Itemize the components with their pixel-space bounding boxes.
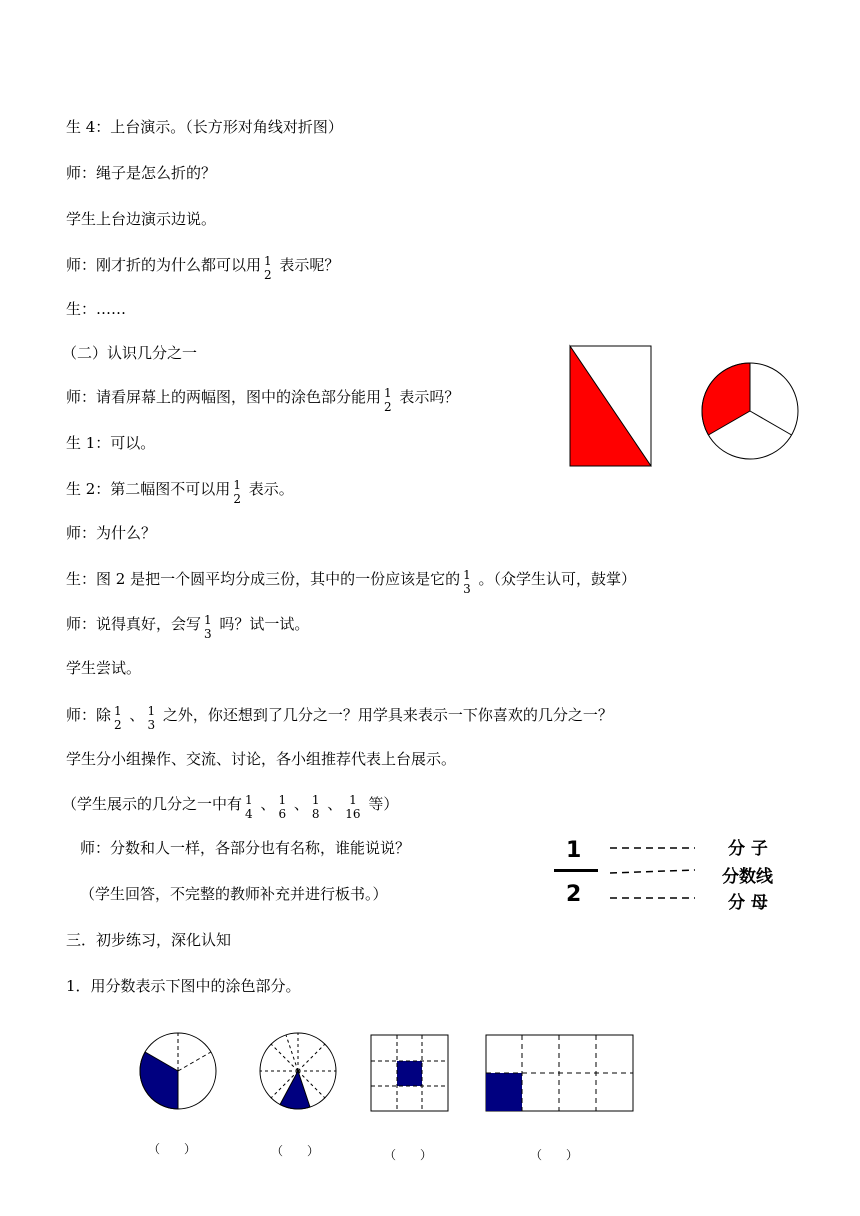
fraction-third: 1 3: [204, 613, 212, 641]
label-numerator: 分 子: [728, 839, 768, 859]
fraction-half: 1 2: [384, 386, 392, 414]
line-14: 师：除 1 2 、 1 3 之外，你还想到了几分之一？用学具来表示一下你喜欢的几分之一？: [66, 704, 613, 732]
line-8: 生 1：可以。: [66, 434, 156, 452]
label-denominator: 分 母: [728, 893, 768, 913]
answer-blank-2[interactable]: （ ）: [271, 1144, 320, 1158]
line-11: 生：图 2 是把一个圆平均分成三份，其中的一份应该是它的 1 3 。（众学生认可，鼓掌）: [66, 568, 637, 596]
answer-blank-3[interactable]: （ ）: [384, 1148, 433, 1162]
line-3: 学生上台边演示边说。: [66, 210, 217, 228]
line-17: 师：分数和人一样，各部分也有名称，谁能说说？: [80, 839, 411, 857]
fraction-half: 1 2: [264, 254, 272, 282]
fraction-third: 1 3: [463, 568, 471, 596]
line-2: 师：绳子是怎么折的？: [66, 164, 217, 182]
rectangle-diagonal-figure: [566, 342, 656, 470]
section-heading-2: （二）认识几分之一: [62, 344, 198, 362]
line-13: 学生尝试。: [66, 659, 142, 677]
legend-denominator: 2: [566, 882, 582, 907]
answer-blank-1[interactable]: （ ）: [148, 1142, 197, 1156]
line-1: 生 4：上台演示。（长方形对角线对折图）: [66, 118, 343, 136]
exercise-square-grid: [369, 1033, 451, 1113]
label-fraction-bar: 分数线: [722, 867, 773, 887]
circle-thirds-figure: [700, 360, 802, 464]
section-heading-3: 三．初步练习，深化认知: [66, 931, 232, 949]
fraction-sixth: 1 6: [278, 793, 287, 821]
line-16: （学生展示的几分之一中有 1 4 、 1 6 、 1 8 、 1 16 等）: [62, 793, 399, 821]
line-18: （学生回答，不完整的教师补充并进行板书。）: [80, 885, 388, 903]
fraction-quarter: 1 4: [245, 793, 253, 821]
legend-dashes: [610, 834, 700, 914]
fraction-parts-diagram: [552, 834, 802, 914]
line-7: 师：请看屏幕上的两幅图，图中的涂色部分能用 1 2 表示吗？: [66, 386, 460, 414]
line-12: 师：说得真好，会写 1 3 吗？试一试。: [66, 613, 310, 641]
exercise-circle-eighths: [258, 1031, 340, 1113]
line-15: 学生分小组操作、交流、讨论，各小组推荐代表上台展示。: [66, 750, 457, 768]
line-9: 生 2：第二幅图不可以用 1 2 表示。: [66, 478, 294, 506]
fraction-sixteenth: 1 16: [345, 793, 361, 821]
legend-numerator: 1: [566, 838, 582, 863]
line-10: 师：为什么？: [66, 524, 157, 542]
exercise-rectangle-grid: [484, 1033, 636, 1113]
answer-blank-4[interactable]: （ ）: [530, 1148, 579, 1162]
exercise-1: 1．用分数表示下图中的涂色部分。: [66, 977, 301, 995]
exercise-circle-thirds: [138, 1031, 220, 1113]
line-4: 师：刚才折的为什么都可以用 1 2 表示呢？: [66, 254, 340, 282]
legend-fraction-bar: [554, 869, 598, 872]
fraction-half: 1 2: [114, 704, 122, 732]
fraction-half: 1 2: [233, 478, 241, 506]
line-5: 生：……: [66, 300, 127, 318]
fraction-third: 1 3: [147, 704, 156, 732]
fraction-eighth: 1 8: [311, 793, 320, 821]
